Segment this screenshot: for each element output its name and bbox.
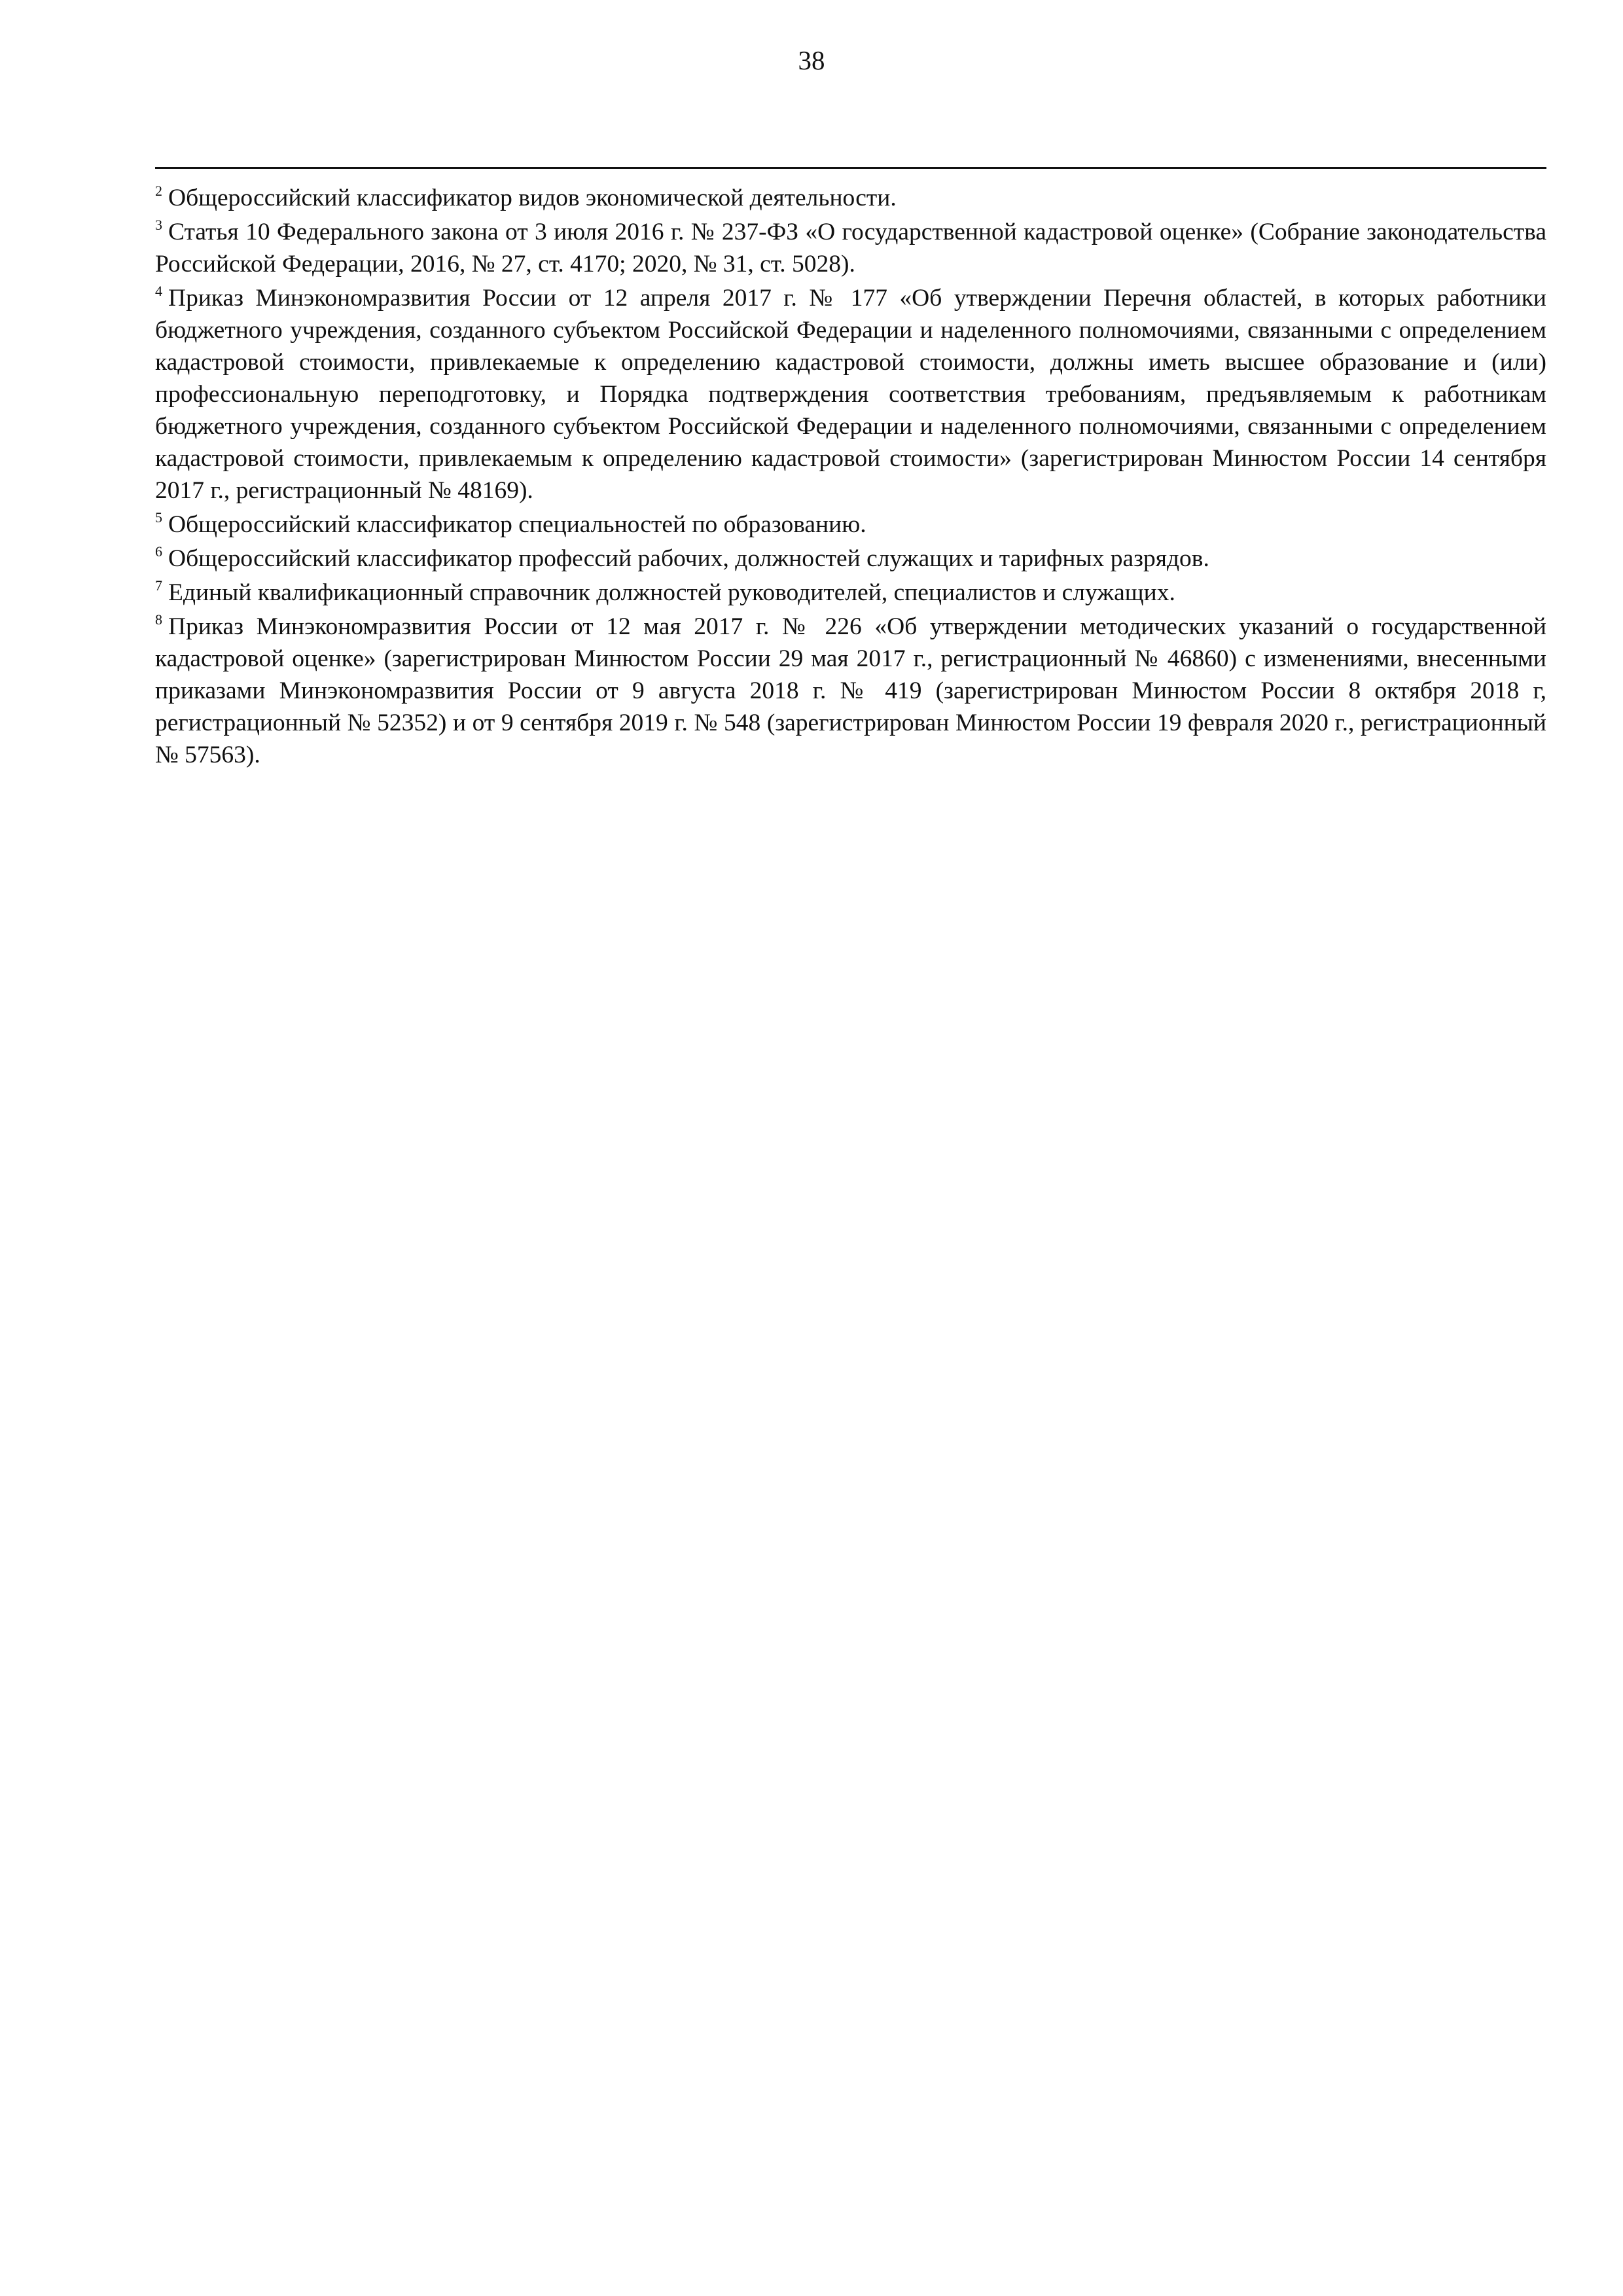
footnote-7 — [155, 577, 1546, 609]
page-number: 38 — [798, 45, 825, 75]
footnote-text: Единый квалификационный справочник должностей руководителей, специалистов и служащих. — [168, 579, 1175, 606]
footnote-5 — [155, 509, 1546, 541]
footnote-marker: 7 — [155, 577, 162, 594]
footnote-marker: 4 — [155, 283, 162, 299]
footnote-text: Общероссийский классификатор профессий рабочих, должностей служащих и тарифных разрядов. — [168, 545, 1209, 572]
footnote-text: Приказ Минэкономразвития России от 12 мая 2017 г. № 226 «Об утверждении методических указаний о государственной кадастровой оценке» (зарегистрирован Минюстом России 29 мая 2017 г., регистрационный № 46860) с изменениями, внесенными приказами Минэкономразвития России от 9 августа 2018 г. № 419 (зарегистрирован Минюстом России 8 октября 2018 г, регистрационный № 52352) и от 9 сентября 2019 г. № 548 (зарегистрирован Минюстом России 19 февраля 2020 г., регистрационный № 57563). — [155, 613, 1546, 768]
footnote-marker: 8 — [155, 611, 162, 628]
footnote-text: Общероссийский классификатор специальностей по образованию. — [168, 511, 866, 538]
footnote-text: Приказ Минэкономразвития России от 12 апреля 2017 г. № 177 «Об утверждении Перечня областей, в которых работники бюджетного учреждения, созданного субъектом Российской Федерации и наделенного полномочиями, связанными с определением кадастровой стоимости, привлекаемые к определению кадастровой стоимости, должны иметь высшее образование и (или) профессиональную переподготовку, и Порядка подтверждения соответствия требованиям, предъявляемым к работникам бюджетного учреждения, созданного субъектом Российской Федерации и наделенного полномочиями, связанными с определением кадастровой стоимости, привлекаемым к определению кадастровой стоимости» (зарегистрирован Минюстом России 14 сентября 2017 г., регистрационный № 48169). — [155, 285, 1546, 504]
footnote-marker: 3 — [155, 217, 162, 233]
footnote-marker: 2 — [155, 183, 162, 199]
footnotes-section — [155, 182, 1546, 773]
footnote-4 — [155, 282, 1546, 507]
footnote-2 — [155, 182, 1546, 214]
footnote-3 — [155, 216, 1546, 280]
footnote-8 — [155, 611, 1546, 771]
footnote-separator — [155, 167, 1546, 169]
footnote-marker: 5 — [155, 509, 162, 526]
footnote-6 — [155, 543, 1546, 575]
footnote-text: Статья 10 Федерального закона от 3 июля 2016 г. № 237-ФЗ «О государственной кадастровой оценке» (Собрание законодательства Российской Федерации, 2016, № 27, ст. 4170; 2020, № 31, ст. 5028). — [155, 219, 1546, 278]
footnote-marker: 6 — [155, 543, 162, 560]
footnote-text: Общероссийский классификатор видов экономической деятельности. — [168, 185, 897, 211]
